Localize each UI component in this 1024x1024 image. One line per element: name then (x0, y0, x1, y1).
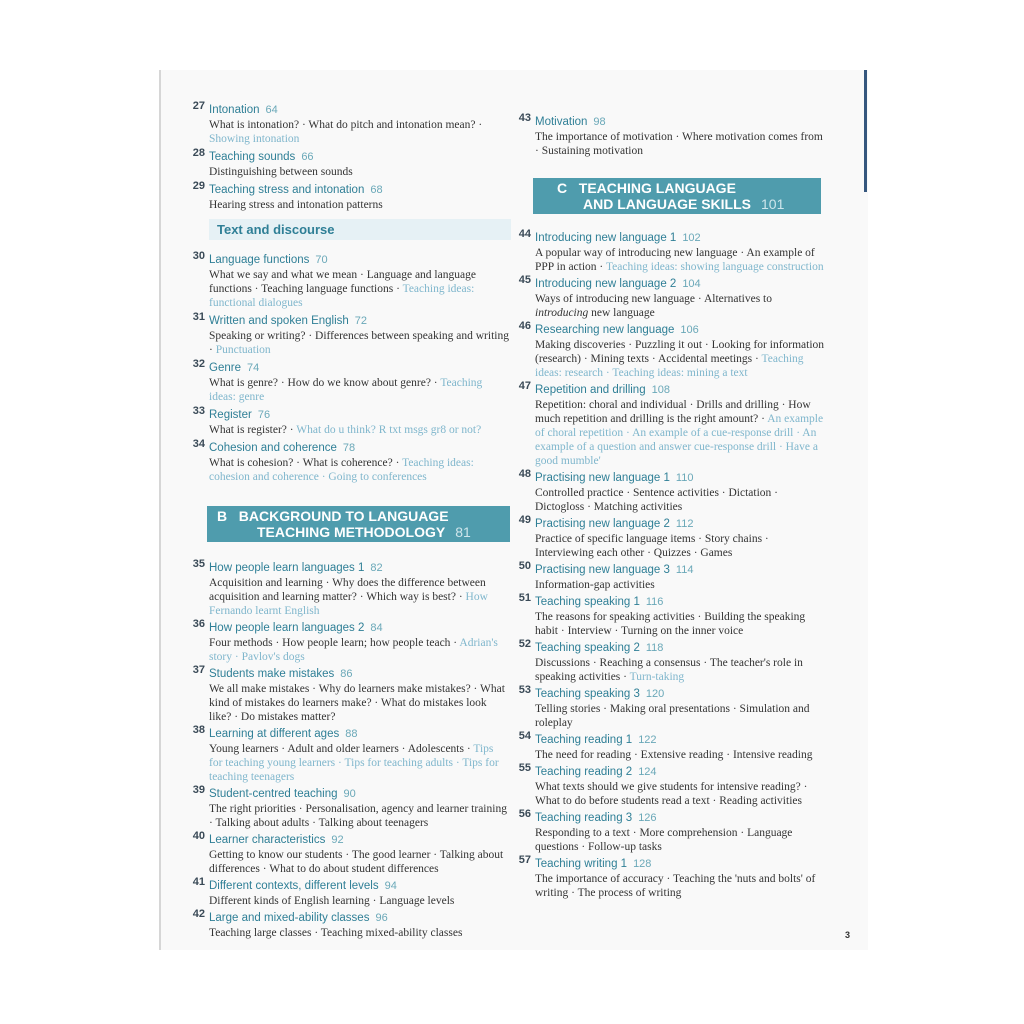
entry-group-motivation (518, 112, 825, 159)
entry-description (535, 130, 825, 158)
toc-entry[interactable] (192, 358, 509, 404)
entry-number: 52 (518, 638, 531, 650)
entry-desc-text: We all make mistakes · Why do learners make mistakes? · What kind of mistakes do learners make? · What do mistakes look like? · Do mistakes matter? (209, 683, 505, 723)
entry-number: 37 (192, 664, 205, 676)
band-b-letter: B (217, 508, 228, 524)
entry-page: 116 (645, 596, 664, 608)
toc-entry[interactable] (518, 514, 825, 560)
toc-entry[interactable] (192, 147, 509, 179)
entry-page: 94 (384, 880, 397, 892)
entry-number: 34 (192, 438, 205, 450)
book-page (159, 70, 868, 950)
toc-entry[interactable] (192, 876, 509, 908)
band-c-letter: C (557, 180, 568, 196)
toc-entry[interactable] (192, 180, 509, 212)
entry-description (535, 702, 825, 730)
entry-desc-text: What we say and what we mean · Language and language functions · Teaching language functions · (209, 269, 476, 295)
entry-desc-text: Young learners · Adult and older learners · Adolescents · (209, 743, 474, 755)
toc-entry[interactable] (192, 558, 509, 618)
entry-title[interactable]: Genre (209, 362, 241, 374)
entry-title[interactable]: Learner characteristics (209, 834, 326, 846)
entry-feature-text: Showing intonation (209, 133, 300, 145)
entry-description (209, 682, 509, 724)
toc-entry[interactable] (192, 100, 509, 146)
entry-page: 108 (651, 384, 670, 396)
band-c-line1: TEACHING LANGUAGE (578, 180, 736, 196)
entry-description (535, 338, 825, 380)
entry-number: 53 (518, 684, 531, 696)
entry-number: 39 (192, 784, 205, 796)
entry-page: 118 (645, 642, 664, 654)
entry-title[interactable]: Student-centred teaching (209, 788, 338, 800)
entry-title[interactable]: Practising new language 1 (535, 472, 670, 484)
entry-page: 82 (370, 562, 383, 574)
entry-desc-text: Controlled practice · Sentence activities · Dictation · Dictogloss · Matching activities (535, 487, 779, 513)
entry-desc-text: The right priorities · Personalisation, agency and learner training · Talking about adults · Talking about teenagers (209, 803, 507, 829)
entry-page: 114 (675, 564, 694, 576)
toc-entry[interactable] (518, 112, 825, 158)
toc-entry[interactable] (518, 762, 825, 808)
entry-desc-text: The need for reading · Extensive reading · Intensive reading (535, 749, 813, 761)
entry-description (209, 456, 509, 484)
entry-number: 36 (192, 618, 205, 630)
entry-page: 102 (682, 232, 701, 244)
entry-number: 44 (518, 228, 531, 240)
entry-desc-text: The importance of motivation · Where motivation comes from · Sustaining motivation (535, 131, 823, 157)
entry-title[interactable]: Practising new language 2 (535, 518, 670, 530)
entry-page: 88 (345, 728, 358, 740)
entry-number: 57 (518, 854, 531, 866)
toc-entry[interactable] (518, 228, 825, 274)
entry-page: 92 (331, 834, 344, 846)
entry-description (209, 636, 509, 664)
entry-description (209, 329, 509, 357)
entry-title[interactable]: Teaching reading 1 (535, 734, 633, 746)
entry-description (535, 398, 825, 468)
entry-desc-text: Speaking or writing? · Differences between speaking and writing · (209, 330, 509, 356)
entry-number: 42 (192, 908, 205, 920)
entry-number: 35 (192, 558, 205, 570)
entry-desc-text: What is register? · (209, 424, 297, 436)
entry-title[interactable]: Different contexts, different levels (209, 880, 379, 892)
entry-number: 40 (192, 830, 205, 842)
entry-description (535, 656, 825, 684)
entry-page: 86 (340, 668, 353, 680)
toc-entry[interactable] (518, 560, 825, 592)
entry-title[interactable]: Introducing new language 1 (535, 232, 677, 244)
entry-description (209, 165, 509, 179)
entry-title[interactable]: Practising new language 3 (535, 564, 670, 576)
entry-group-text-discourse (192, 250, 509, 485)
entry-title[interactable]: Intonation (209, 104, 260, 116)
entry-desc-text: new language (588, 307, 655, 319)
section-band-b (207, 506, 510, 542)
entry-desc-text: The importance of accuracy · Teaching the 'nuts and bolts' of writing · The process of writing (535, 873, 816, 899)
page-edge-marker (864, 70, 867, 192)
entry-desc-text: Different kinds of English learning · Language levels (209, 895, 455, 907)
entry-title[interactable]: Cohesion and coherence (209, 442, 337, 454)
entry-title[interactable]: Teaching writing 1 (535, 858, 628, 870)
entry-title[interactable]: Repetition and drilling (535, 384, 646, 396)
toc-entry[interactable] (518, 638, 825, 684)
entry-page: 112 (675, 518, 694, 530)
entry-feature-text: Teaching ideas: cohesion and coherence · Going to conferences (209, 457, 474, 483)
entry-title[interactable]: Language functions (209, 254, 310, 266)
entry-feature-text: Turn-taking (629, 671, 685, 683)
entry-page: 66 (301, 151, 314, 163)
entry-desc-text: introducing (535, 307, 589, 319)
entry-number: 33 (192, 405, 205, 417)
entry-page: 90 (343, 788, 356, 800)
toc-entry[interactable] (192, 311, 509, 357)
entry-page: 84 (370, 622, 383, 634)
entry-title[interactable]: Researching new language (535, 324, 675, 336)
section-heading-text-discourse: Text and discourse (209, 219, 511, 240)
entry-page: 72 (354, 315, 368, 327)
entry-title[interactable]: Teaching reading 2 (535, 766, 633, 778)
entry-group-background (192, 558, 509, 940)
entry-page: 76 (257, 409, 271, 421)
entry-description (535, 872, 825, 900)
entry-feature-text: What do u think? R txt msgs gr8 or not? (296, 424, 482, 436)
section-band-c (533, 178, 821, 214)
entry-description (209, 576, 509, 618)
entry-title[interactable]: Introducing new language 2 (535, 278, 677, 290)
entry-number: 51 (518, 592, 531, 604)
entry-page: 74 (246, 362, 260, 374)
toc-entry[interactable] (192, 664, 509, 724)
entry-group-language-skills (518, 228, 825, 900)
entry-description (535, 532, 825, 560)
toc-entry[interactable] (518, 854, 825, 900)
toc-entry[interactable] (518, 808, 825, 854)
entry-number: 32 (192, 358, 205, 370)
toc-entry[interactable] (518, 380, 825, 468)
entry-desc-text: Hearing stress and intonation patterns (209, 199, 383, 211)
toc-entry[interactable] (192, 618, 509, 664)
entry-title[interactable]: How people learn languages 1 (209, 562, 365, 574)
entry-desc-text: Practice of specific language items · Story chains · Interviewing each other · Quizzes · Games (535, 533, 769, 559)
entry-desc-text: Ways of introducing new language · Alternatives to (535, 293, 772, 305)
entry-feature-text: Teaching ideas: functional dialogues (209, 283, 475, 309)
entry-number: 56 (518, 808, 531, 820)
entry-desc-text: Responding to a text · More comprehension · Language questions · Follow-up tasks (535, 827, 793, 853)
entry-feature-text: How Fernando learnt English (209, 591, 488, 617)
toc-entry[interactable] (518, 730, 825, 762)
toc-entry[interactable] (192, 438, 509, 484)
entry-description (535, 486, 825, 514)
band-c-line2: AND LANGUAGE SKILLS (583, 196, 751, 212)
toc-entry[interactable] (518, 592, 825, 638)
entry-number: 28 (192, 147, 205, 159)
entry-page: 70 (315, 254, 328, 266)
entry-feature-text: Tips for teaching young learners · Tips for teaching adults · Tips for teaching teenagers (209, 743, 499, 783)
entry-page: 128 (633, 858, 652, 870)
entry-title[interactable]: Large and mixed-ability classes (209, 912, 370, 924)
entry-title[interactable]: Teaching reading 3 (535, 812, 633, 824)
entry-desc-text: Telling stories · Making oral presentations · Simulation and roleplay (535, 703, 810, 729)
entry-desc-text: Teaching large classes · Teaching mixed-ability classes (209, 927, 463, 939)
entry-number: 49 (518, 514, 531, 526)
entry-page: 78 (342, 442, 356, 454)
band-b-line1: BACKGROUND TO LANGUAGE (238, 508, 449, 524)
entry-description (535, 292, 825, 320)
entry-number: 55 (518, 762, 531, 774)
toc-entry[interactable] (192, 784, 509, 830)
entry-title[interactable]: Teaching sounds (209, 151, 296, 163)
entry-description (209, 423, 509, 437)
entry-description (209, 802, 509, 830)
entry-title[interactable]: Motivation (535, 116, 588, 128)
entry-page: 110 (675, 472, 694, 484)
entry-desc-text: Discussions · Reaching a consensus · The teacher's role in speaking activities · (535, 657, 803, 683)
entry-number: 48 (518, 468, 531, 480)
entry-number: 29 (192, 180, 205, 192)
entry-title[interactable]: Teaching speaking 3 (535, 688, 640, 700)
entry-description (209, 742, 509, 784)
entry-number: 46 (518, 320, 531, 332)
entry-page: 106 (680, 324, 699, 336)
toc-entry[interactable] (192, 250, 509, 310)
entry-description (535, 246, 825, 274)
entry-description (209, 848, 509, 876)
entry-description (535, 826, 825, 854)
entry-page: 124 (638, 766, 657, 778)
entry-page: 64 (265, 104, 278, 116)
entry-description (209, 926, 509, 940)
entry-desc-text: What is intonation? · What do pitch and intonation mean? · (209, 119, 483, 131)
entry-title[interactable]: Teaching speaking 2 (535, 642, 640, 654)
entry-title[interactable]: Register (209, 409, 252, 421)
entry-title[interactable]: Written and spoken English (209, 315, 349, 327)
band-c-page: 101 (761, 196, 785, 212)
entry-description (209, 894, 509, 908)
entry-description (535, 748, 825, 762)
page-number: 3 (845, 930, 851, 940)
entry-number: 50 (518, 560, 531, 572)
entry-number: 38 (192, 724, 205, 736)
entry-desc-text: Information-gap activities (535, 579, 655, 591)
entry-description (209, 118, 509, 146)
entry-number: 27 (192, 100, 205, 112)
entry-desc-text: What is cohesion? · What is coherence? · (209, 457, 403, 469)
entry-number: 54 (518, 730, 531, 742)
toc-entry[interactable] (518, 684, 825, 730)
entry-page: 96 (375, 912, 388, 924)
toc-entry[interactable] (518, 320, 825, 380)
entry-desc-text: Acquisition and learning · Why does the difference between acquisition and learning matter? · Which way is best? · (209, 577, 486, 603)
toc-entry[interactable] (192, 405, 509, 437)
entry-title[interactable]: Teaching stress and intonation (209, 184, 365, 196)
toc-entry[interactable] (192, 724, 509, 784)
entry-feature-text: Teaching ideas: showing language construction (605, 261, 824, 273)
entry-number: 30 (192, 250, 205, 262)
entry-page: 98 (593, 116, 606, 128)
band-b-line2: TEACHING METHODOLOGY (257, 524, 446, 540)
entry-desc-text: What is genre? · How do we know about genre? · (209, 377, 441, 389)
entry-feature-text: Teaching ideas: research · Teaching ideas: mining a text (535, 353, 804, 379)
entry-feature-text: Punctuation (215, 344, 271, 356)
toc-entry[interactable] (518, 274, 825, 320)
entry-page: 122 (638, 734, 657, 746)
entry-desc-text: A popular way of introducing new language · An example of PPP in action · (535, 247, 815, 273)
entry-feature-text: An example of choral repetition · An example of a cue-response drill · An example of a question and answer cue-response drill · Have a good mumble' (535, 413, 824, 467)
entry-description (535, 780, 825, 808)
entry-description (535, 578, 825, 592)
entry-number: 41 (192, 876, 205, 888)
entry-feature-text: Adrian's story · Pavlov's dogs (209, 637, 498, 663)
entry-page: 104 (682, 278, 701, 290)
entry-description (209, 268, 509, 310)
entry-desc-text: The reasons for speaking activities · Building the speaking habit · Interview · Turning on the inner voice (535, 611, 806, 637)
entry-title[interactable]: Learning at different ages (209, 728, 340, 740)
entry-desc-text: What texts should we give students for intensive reading? · What to do before students read a text · Reading activities (535, 781, 808, 807)
entry-title[interactable]: How people learn languages 2 (209, 622, 365, 634)
toc-entry[interactable] (192, 908, 509, 940)
entry-description (209, 376, 509, 404)
entry-group-pronunciation (192, 100, 509, 213)
entry-title[interactable]: Students make mistakes (209, 668, 335, 680)
entry-description (535, 610, 825, 638)
toc-entry[interactable] (192, 830, 509, 876)
entry-number: 45 (518, 274, 531, 286)
entry-number: 47 (518, 380, 531, 392)
entry-description (209, 198, 509, 212)
entry-desc-text: Four methods · How people learn; how people teach · (209, 637, 460, 649)
entry-desc-text: Getting to know our students · The good learner · Talking about differences · What to do about student differences (209, 849, 504, 875)
entry-desc-text: Distinguishing between sounds (209, 166, 353, 178)
entry-desc-text: Repetition: choral and individual · Drills and drilling · How much repetition and drilling is the right amount? · (535, 399, 811, 425)
entry-number: 31 (192, 311, 205, 323)
entry-desc-text: Making discoveries · Puzzling it out · Looking for information (research) · Mining texts · Accidental meetings · (535, 339, 825, 365)
entry-page: 126 (638, 812, 657, 824)
toc-entry[interactable] (518, 468, 825, 514)
band-b-page: 81 (455, 524, 471, 540)
entry-page: 120 (645, 688, 665, 700)
entry-feature-text: Teaching ideas: genre (209, 377, 483, 403)
entry-title[interactable]: Teaching speaking 1 (535, 596, 640, 608)
entry-page: 68 (370, 184, 383, 196)
entry-number: 43 (518, 112, 531, 124)
